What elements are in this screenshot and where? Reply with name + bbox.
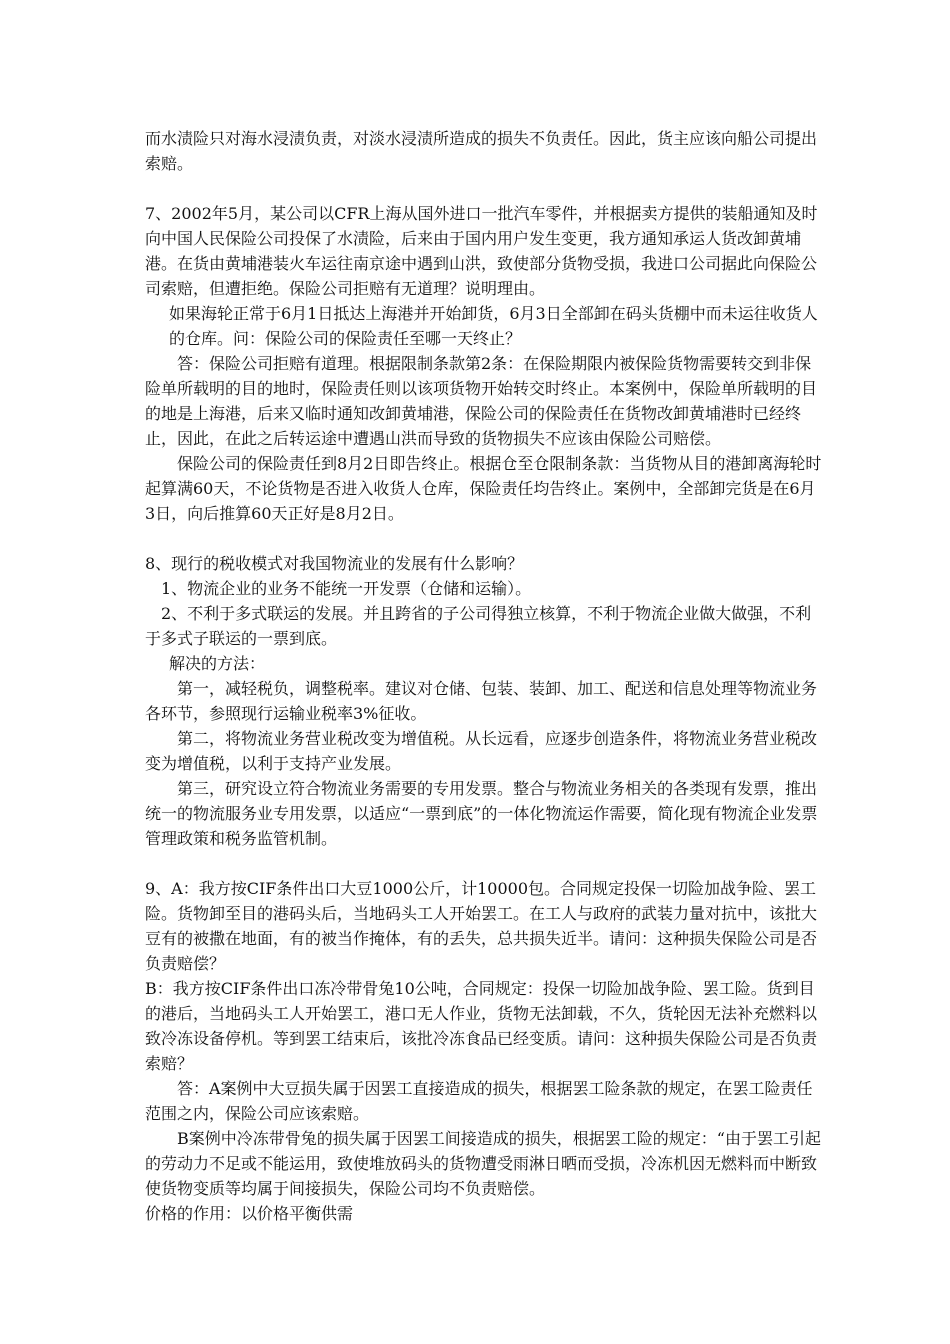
answer-9a: 答：A案例中大豆损失属于因罢工直接造成的损失，根据罢工险条款的规定，在罢工险责任范围之内，保险公司应该索赔。	[145, 1079, 813, 1123]
document-body	[145, 126, 825, 1226]
paragraph-gap	[145, 176, 825, 201]
solution-second: 第二，将物流业务营业税改变为增值税。从长远看，应逐步创造条件，将物流业务营业税改变为增值税，以利于支持产业发展。	[145, 729, 818, 773]
answer-7-part1: 答：保险公司拒赔有道理。根据限制条款第2条：在保险期限内被保险货物需要转交到非保险单所载明的目的地时，保险责任则以该项货物开始转交时终止。本案例中，保险单所载明的目的地是上海港，后来又临时通知改卸黄埔港，保险公司的保险责任在货物改卸黄埔港时已经终止，因此，在此之后转运途中遭遇山洪而导致的货物损失不应该由保险公司赔偿。	[145, 354, 818, 448]
paragraph-continuation: 而水渍险只对海水浸渍负责，对淡水浸渍所造成的损失不负责任。因此，货主应该向船公司提出索赔。	[145, 129, 818, 173]
answer-8-point1: 1、物流企业的业务不能统一开发票（仓储和运输）。	[161, 579, 532, 598]
price-function-note: 价格的作用：以价格平衡供需	[145, 1204, 354, 1223]
solution-heading: 解决的方法：	[169, 654, 266, 673]
answer-9b: B案例中冷冻带骨兔的损失属于因罢工间接造成的损失，根据罢工险的规定：“由于罢工引起的劳动力不足或不能运用，致使堆放码头的货物遭受雨淋日晒而受损，冷冻机因无燃料而中断致使货物变质等均属于间接损失，保险公司均不负责赔偿。	[145, 1129, 821, 1198]
question-7: 7、2002年5月，某公司以CFR上海从国外进口一批汽车零件，并根据卖方提供的装船通知及时向中国人民保险公司投保了水渍险，后来由于国内用户发生变更，我方通知承运人货改卸黄埔港。在货由黄埔港装火车运往南京途中遇到山洪，致使部分货物受损，我进口公司据此向保险公司索赔，但遭拒绝。保险公司拒赔有无道理？说明理由。	[145, 204, 818, 298]
answer-7-part2: 保险公司的保险责任到8月2日即告终止。根据仓至仓限制条款：当货物从目的港卸离海轮时起算满60天，不论货物是否进入收货人仓库，保险责任均告终止。案例中，全部卸完货是在6月3日，向后推算60天正好是8月2日。	[145, 454, 822, 523]
question-9b: B：我方按CIF条件出口冻冷带骨兔10公吨，合同规定：投保一切险加战争险、罢工险。货到目的港后，当地码头工人开始罢工，港口无人作业，货物无法卸载，不久，货轮因无法补充燃料以致冷冻设备停机。等到罢工结束后，该批冷冻食品已经变质。请问：这种损失保险公司是否负责索赔？	[145, 979, 818, 1073]
paragraph-gap	[145, 851, 825, 876]
question-8: 8、现行的税收模式对我国物流业的发展有什么影响？	[145, 554, 524, 573]
answer-8-point2: 2、不利于多式联运的发展。并且跨省的子公司得独立核算，不利于物流企业做大做强，不利于多式子联运的一票到底。	[145, 604, 812, 648]
question-7-followup: 如果海轮正常于6月1日抵达上海港并开始卸货，6月3日全部卸在码头货棚中而未运往收货人的仓库。问：保险公司的保险责任至哪一天终止？	[169, 304, 818, 348]
question-9a: 9、A：我方按CIF条件出口大豆1000公斤，计10000包。合同规定投保一切险加战争险、罢工险。货物卸至目的港码头后，当地码头工人开始罢工。在工人与政府的武装力量对抗中，该批大豆有的被撒在地面，有的被当作掩体，有的丢失，总共损失近半。请问：这种损失保险公司是否负责赔偿？	[145, 879, 818, 973]
solution-first: 第一，减轻税负，调整税率。建议对仓储、包装、装卸、加工、配送和信息处理等物流业务各环节，参照现行运输业税率3%征收。	[145, 679, 818, 723]
paragraph-gap	[145, 526, 825, 551]
solution-third: 第三，研究设立符合物流业务需要的专用发票。整合与物流业务相关的各类现有发票，推出统一的物流服务业专用发票，以适应“一票到底”的一体化物流运作需要，简化现有物流企业发票管理政策和税务监管机制。	[145, 779, 818, 848]
